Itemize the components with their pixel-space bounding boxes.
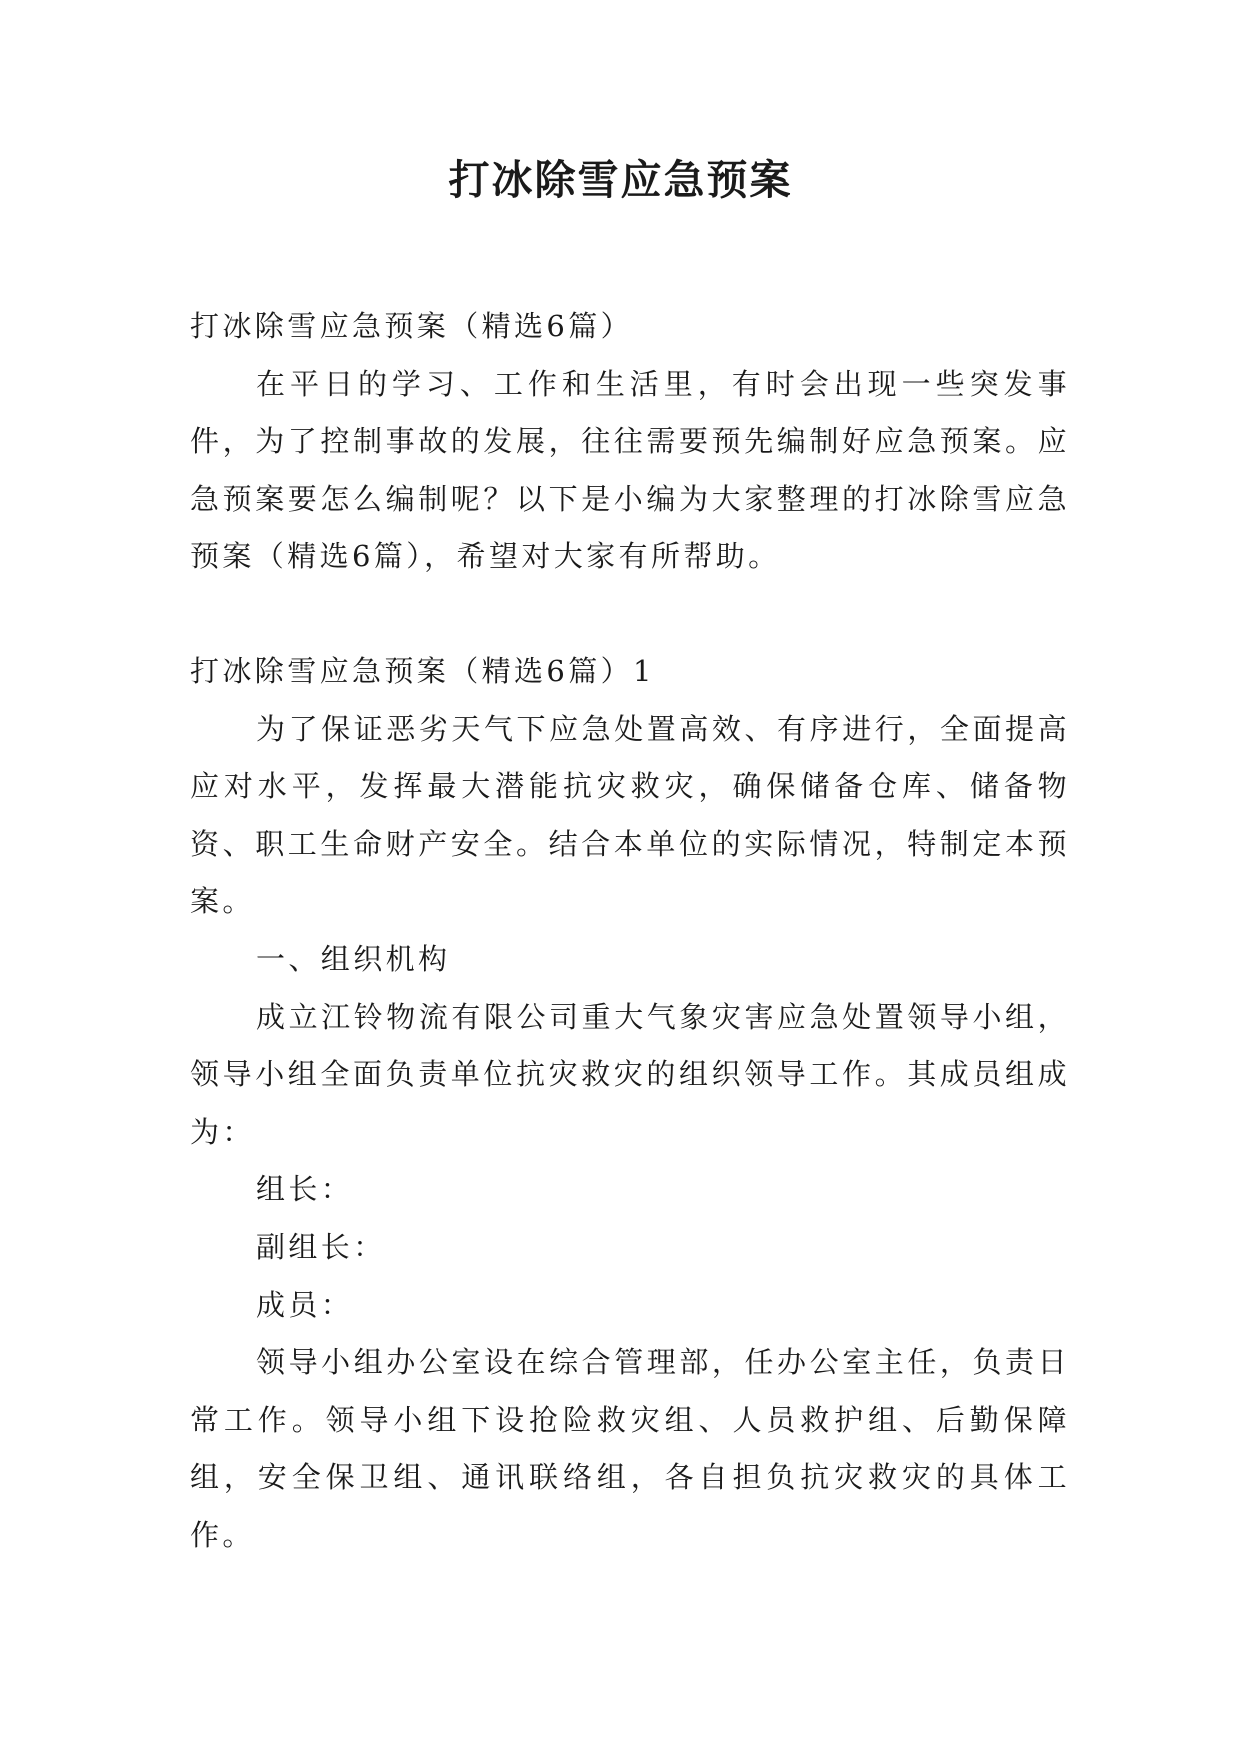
leader-line: 组长： — [256, 1172, 354, 1207]
org-paragraph: 成立江铃物流有限公司重大气象灾害应急处置领导小组，领导小组全面负责单位抗灾救灾的组织领导工作。其成员组成为： — [190, 999, 1070, 1149]
document-title: 打冰除雪应急预案 — [448, 156, 793, 204]
office-paragraph: 领导小组办公室设在综合管理部，任办公室主任，负责日常工作。领导小组下设抢险救灾组、人员救护组、后勤保障组，安全保卫组、通讯联络组，各自担负抗灾救灾的具体工作。 — [190, 1345, 1070, 1552]
members-line: 成员： — [256, 1287, 354, 1322]
section-paragraph: 为了保证恶劣天气下应急处置高效、有序进行，全面提高应对水平，发挥最大潜能抗灾救灾，确保储备仓库、储备物资、职工生命财产安全。结合本单位的实际情况，特制定本预案。 — [190, 711, 1070, 919]
document-subtitle: 打冰除雪应急预案（精选6篇） — [190, 309, 634, 343]
intro-paragraph: 在平日的学习、工作和生活里，有时会出现一些突发事件，为了控制事故的发展，往往需要预先编制好应急预案。应急预案要怎么编制呢？以下是小编为大家整理的打冰除雪应急预案（精选6篇），希望对大家有所帮助。 — [190, 366, 1070, 574]
deputy-leader-line: 副组长： — [256, 1229, 386, 1264]
section-heading: 打冰除雪应急预案（精选6篇）1 — [190, 653, 655, 688]
document-body — [190, 298, 1070, 1564]
org-heading: 一、组织机构 — [256, 941, 451, 976]
